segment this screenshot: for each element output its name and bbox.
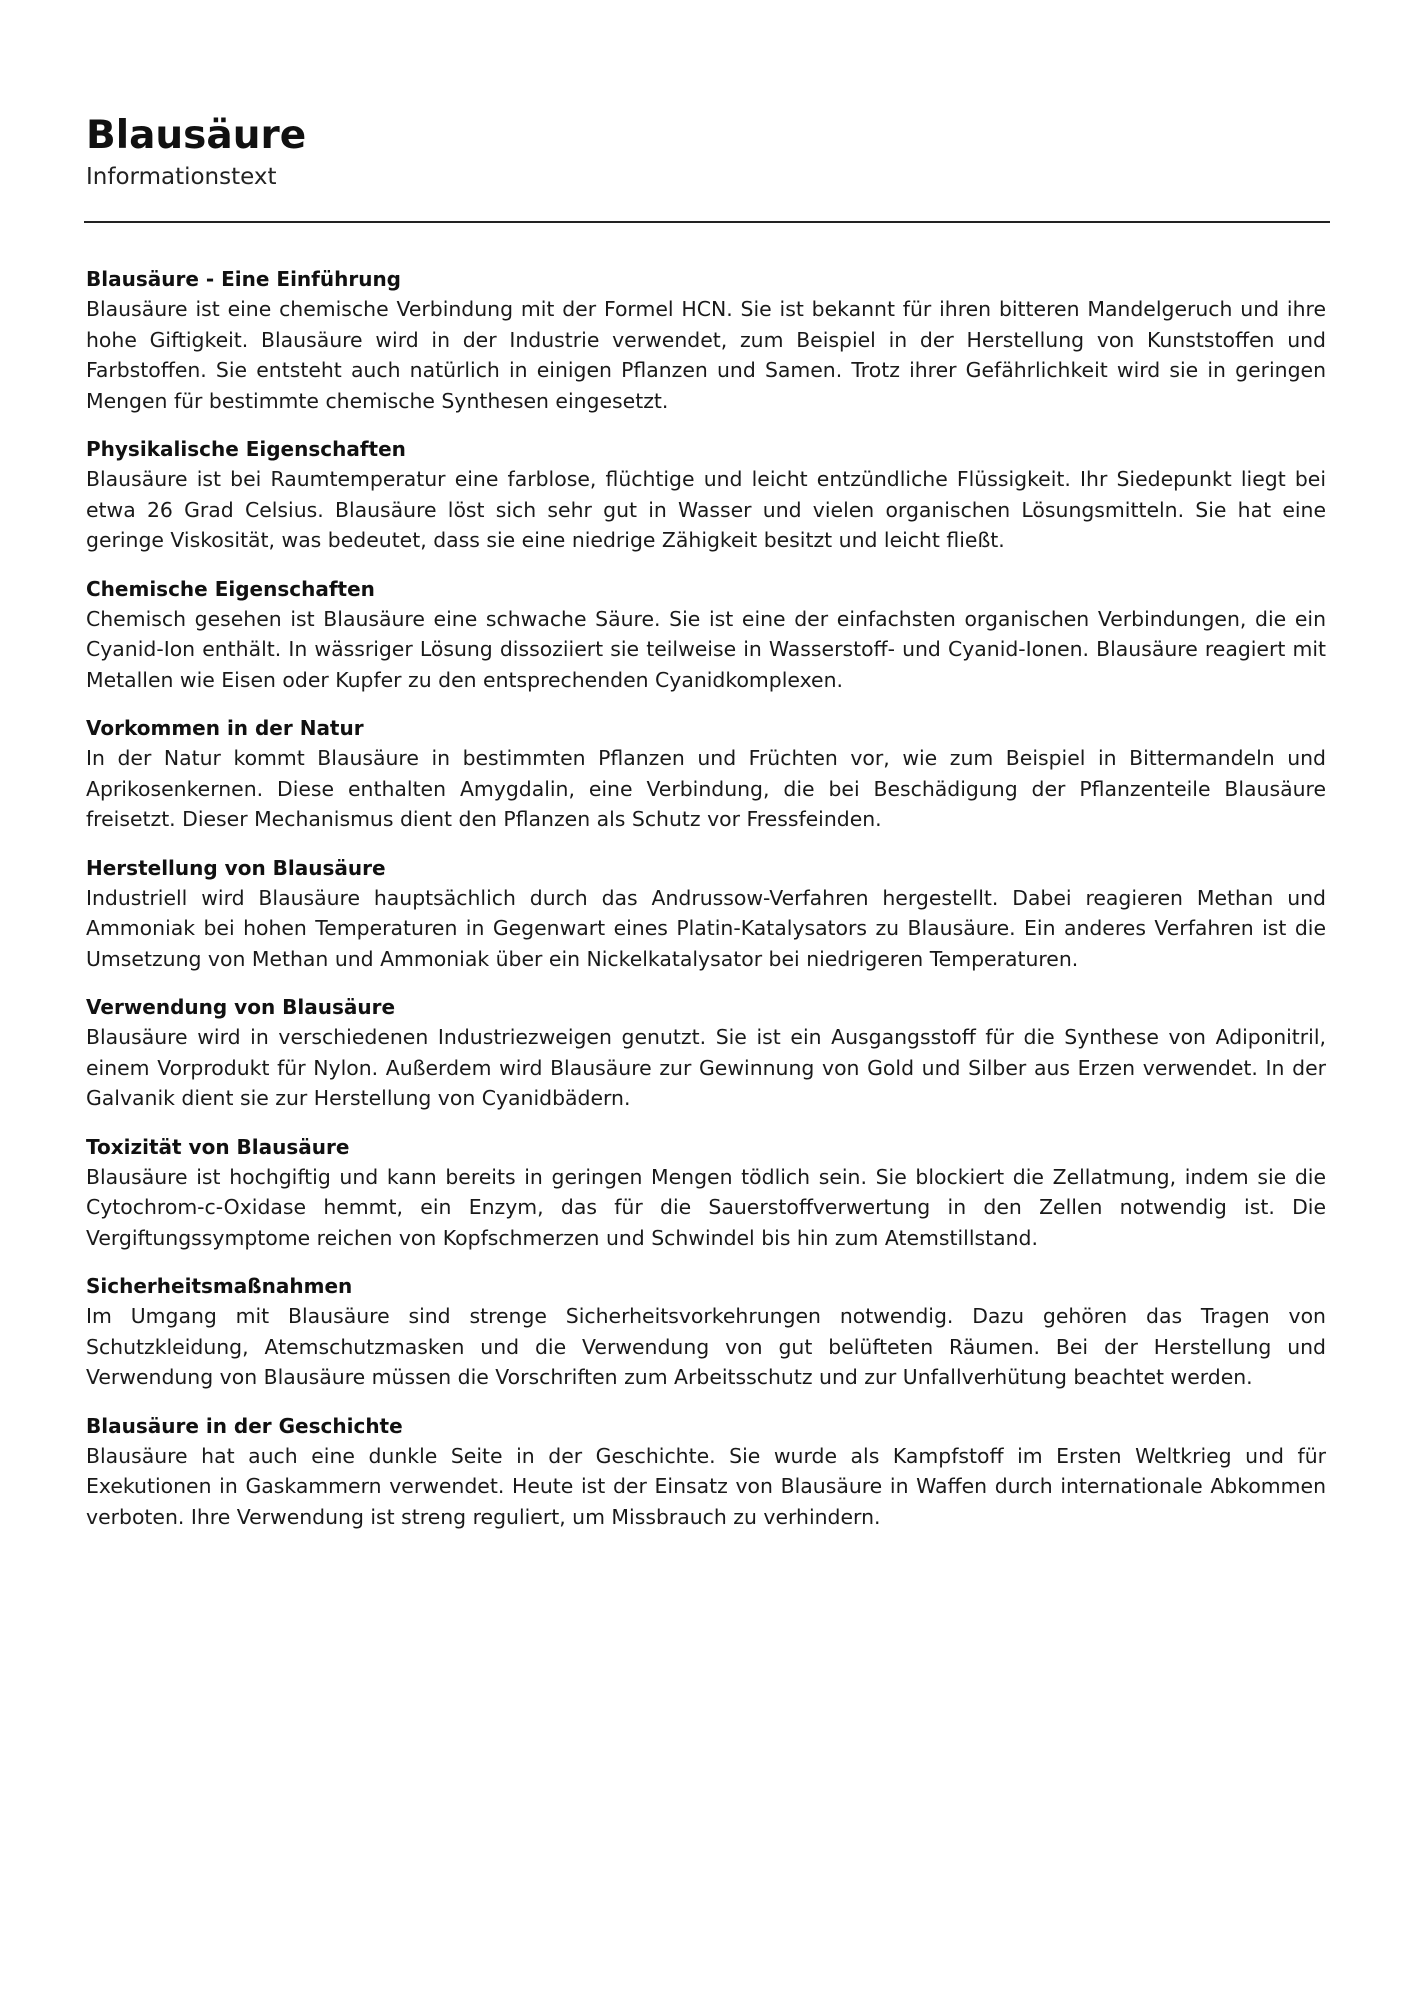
section-paragraph: Blausäure ist hochgiftig und kann bereits in geringen Mengen tödlich sein. Sie blockiert die Zellatmung, indem sie die Cytochrom-c-Oxidase hemmt, ein Enzym, das für die Sauerstoffverwertung in den Zellen notwendig ist. Die Vergiftungssymptome reichen von Kopfschmerzen und Schwindel bis hin zum Atemstillstand. <box>86 1164 1326 1250</box>
section-verwendung <box>86 992 1326 1114</box>
section-physikalische-eigenschaften <box>86 434 1326 556</box>
section-heading: Toxizität von Blausäure <box>86 1134 350 1159</box>
section-heading: Chemische Eigenschaften <box>86 576 375 601</box>
section-heading: Vorkommen in der Natur <box>86 716 364 740</box>
section-vorkommen <box>86 713 1326 835</box>
section-paragraph: Industriell wird Blausäure hauptsächlich durch das Andrussow-Verfahren hergestellt. Dabei reagieren Methan und Ammoniak bei hohen Temperaturen in Gegenwart eines Platin-Katalysators zu Blausäure. Ein anderes Verfahren ist die Umsetzung von Methan und Ammoniak über ein Nickelkatalysator bei niedrigeren Temperaturen. <box>86 885 1326 971</box>
section-heading: Verwendung von Blausäure <box>86 995 396 1019</box>
section-geschichte <box>86 1411 1326 1533</box>
section-heading: Sicherheitsmaßnahmen <box>86 1274 353 1298</box>
section-heading: Herstellung von Blausäure <box>86 855 386 880</box>
document-body <box>86 264 1326 1550</box>
section-paragraph: Blausäure ist eine chemische Verbindung mit der Formel HCN. Sie ist bekannt für ihren bitteren Mandelgeruch und ihre hohe Giftigkeit. Blausäure wird in der Industrie verwendet, zum Beispiel in der Herstellung von Kunststoffen und Farbstoffen. Sie entsteht auch natürlich in einigen Pflanzen und Samen. Trotz ihrer Gefährlichkeit wird sie in geringen Mengen für bestimmte chemische Synthesen eingesetzt. <box>86 297 1326 413</box>
section-paragraph: In der Natur kommt Blausäure in bestimmten Pflanzen und Früchten vor, wie zum Beispiel in Bittermandeln und Aprikosenkernen. Diese enthalten Amygdalin, eine Verbindung, die bei Beschädigung der Pflanzenteile Blausäure freisetzt. Dieser Mechanismus dient den Pflanzen als Schutz vor Fressfeinden. <box>86 746 1326 831</box>
section-toxizitaet <box>86 1132 1326 1254</box>
section-paragraph: Blausäure hat auch eine dunkle Seite in der Geschichte. Sie wurde als Kampfstoff im Ersten Weltkrieg und für Exekutionen in Gaskammern verwendet. Heute ist der Einsatz von Blausäure in Waffen durch internationale Abkommen verboten. Ihre Verwendung ist streng reguliert, um Missbrauch zu verhindern. <box>86 1443 1326 1529</box>
section-heading: Physikalische Eigenschaften <box>86 437 406 461</box>
document-header <box>86 112 1326 192</box>
section-heading: Blausäure - Eine Einführung <box>86 267 401 291</box>
section-paragraph: Blausäure ist bei Raumtemperatur eine farblose, flüchtige und leicht entzündliche Flüssigkeit. Ihr Siedepunkt liegt bei etwa 26 Grad Celsius. Blausäure löst sich sehr gut in Wasser und vielen organischen Lösungsmitteln. Sie hat eine geringe Viskosität, was bedeutet, dass sie eine niedrige Zähigkeit besitzt und leicht fließt. <box>86 467 1326 552</box>
section-paragraph: Chemisch gesehen ist Blausäure eine schwache Säure. Sie ist eine der einfachsten organischen Verbindungen, die ein Cyanid-Ion enthält. In wässriger Lösung dissoziiert sie teilweise in Wasserstoff- und Cyanid-Ionen. Blausäure reagiert mit Metallen wie Eisen oder Kupfer zu den entsprechenden Cyanidkomplexen. <box>86 606 1326 692</box>
section-paragraph: Blausäure wird in verschiedenen Industriezweigen genutzt. Sie ist ein Ausgangsstoff für die Synthese von Adiponitril, einem Vorprodukt für Nylon. Außerdem wird Blausäure zur Gewinnung von Gold und Silber aus Erzen verwendet. In der Galvanik dient sie zur Herstellung von Cyanidbädern. <box>86 1025 1326 1110</box>
section-einfuehrung <box>86 264 1326 416</box>
section-sicherheitsmassnahmen <box>86 1271 1326 1393</box>
document-subtitle: Informationstext <box>86 164 277 190</box>
section-herstellung <box>86 853 1326 975</box>
section-chemische-eigenschaften <box>86 574 1326 696</box>
section-paragraph: Im Umgang mit Blausäure sind strenge Sicherheitsvorkehrungen notwendig. Dazu gehören das Tragen von Schutzkleidung, Atemschutzmasken und die Verwendung von gut belüfteten Räumen. Bei der Herstellung und Verwendung von Blausäure müssen die Vorschriften zum Arbeitsschutz und zur Unfallverhütung beachtet werden. <box>86 1304 1326 1389</box>
section-heading: Blausäure in der Geschichte <box>86 1413 403 1438</box>
header-divider <box>84 221 1330 223</box>
document-title: Blausäure <box>86 113 307 158</box>
